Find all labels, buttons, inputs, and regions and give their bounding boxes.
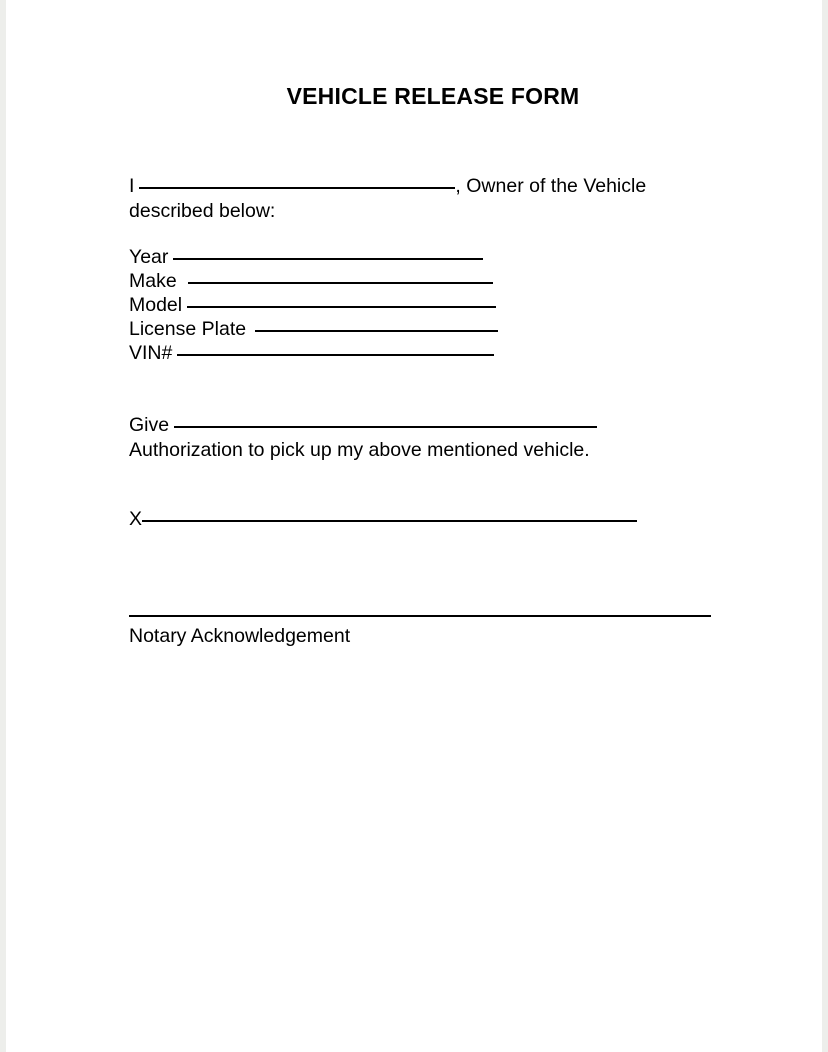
field-blank-model[interactable] bbox=[187, 294, 496, 308]
authorization-give-line bbox=[129, 413, 597, 438]
owner-statement-prefix: I bbox=[129, 175, 135, 197]
page-title: VEHICLE RELEASE FORM bbox=[286, 83, 580, 109]
field-blank-license-plate[interactable] bbox=[255, 318, 498, 332]
notary-label bbox=[129, 624, 350, 649]
document-page bbox=[6, 0, 822, 1052]
notary-signature-blank[interactable] bbox=[129, 615, 711, 617]
notary-label-text: Notary Acknowledgement bbox=[129, 625, 351, 647]
field-label-vin: VIN# bbox=[129, 342, 173, 364]
authorization-statement bbox=[129, 438, 590, 463]
signature-blank[interactable] bbox=[142, 508, 637, 522]
field-row-make bbox=[129, 269, 493, 294]
field-row-vin bbox=[129, 341, 494, 366]
owner-name-blank[interactable] bbox=[139, 175, 455, 189]
signature-line bbox=[129, 507, 637, 532]
described-below-line bbox=[129, 199, 275, 224]
authorized-person-blank[interactable] bbox=[174, 414, 597, 428]
authorization-statement-text: Authorization to pick up my above mentioned vehicle. bbox=[129, 439, 590, 461]
field-blank-vin[interactable] bbox=[177, 342, 494, 356]
owner-statement-line bbox=[129, 174, 646, 199]
field-label-license-plate: License Plate bbox=[129, 318, 247, 340]
field-blank-year[interactable] bbox=[173, 246, 483, 260]
field-row-license-plate bbox=[129, 317, 498, 342]
field-row-model bbox=[129, 293, 496, 318]
owner-statement-suffix: , Owner of the Vehicle bbox=[455, 175, 647, 197]
field-label-model: Model bbox=[129, 294, 183, 316]
authorization-give-label: Give bbox=[129, 414, 170, 436]
field-blank-make[interactable] bbox=[188, 270, 493, 284]
signature-marker: X bbox=[129, 508, 143, 530]
field-label-make: Make bbox=[129, 270, 177, 292]
field-label-year: Year bbox=[129, 246, 169, 268]
described-below-text: described below: bbox=[129, 200, 276, 222]
field-row-year bbox=[129, 245, 483, 270]
